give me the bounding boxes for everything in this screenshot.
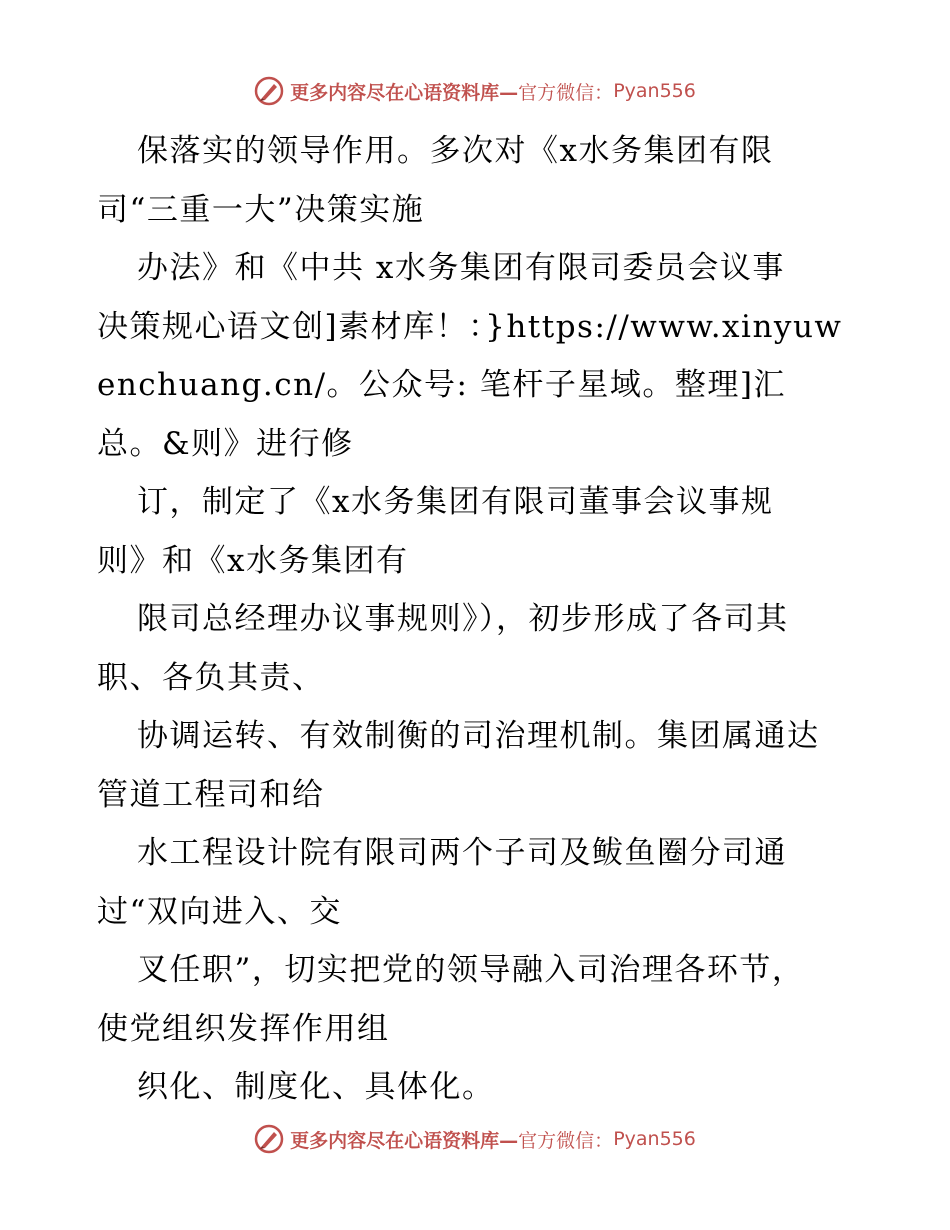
paragraph-line: 司“三重一大”决策实施 <box>97 191 425 228</box>
paragraph-line: 职、各负其责、 <box>97 659 325 696</box>
banner-text: 更多内容尽在心语资料库— <box>290 1129 519 1152</box>
banner-text: 更多内容尽在心语资料库— <box>290 81 519 104</box>
paragraph-line: 办法》和《中共 x水务集团有限司委员会议事 <box>137 250 785 286</box>
banner-wechat-label: 官方微信： <box>518 81 614 104</box>
paragraph-line: 过“双向进入、交 <box>97 893 342 930</box>
banner-wechat-id: Pyan556 <box>613 80 696 102</box>
footer-banner <box>0 1119 950 1159</box>
paragraph-line: 水工程设计院有限司两个子司及鲅鱼圈分司通 <box>137 835 787 871</box>
document-body <box>97 122 897 1117</box>
paragraph-line: 总。&则》进行修 <box>97 425 354 462</box>
pen-logo-icon <box>254 1124 284 1154</box>
paragraph-line: 决策规心语文创]素材库！：}https://www.xinyuw <box>97 308 843 345</box>
paragraph-line: 订，制定了《x水务集团有限司董事会议事规 <box>137 484 774 520</box>
paragraph-line: 保落实的领导作用。多次对《x水务集团有限 <box>137 133 774 169</box>
paragraph-line: 织化、制度化、具体化。 <box>137 1069 495 1105</box>
paragraph-line: 使党组织发挥作用组 <box>97 1010 390 1047</box>
paragraph-line: 则》和《x水务集团有 <box>97 542 409 579</box>
paragraph-line: 限司总经理办议事规则》），初步形成了各司其 <box>137 601 789 637</box>
paragraph-line: 管道工程司和给 <box>97 776 325 813</box>
banner-wechat-id: Pyan556 <box>613 1128 696 1150</box>
paragraph-line: 协调运转、有效制衡的司治理机制。集团属通达 <box>137 718 820 754</box>
paragraph-line: enchuang.cn/。公众号: 笔杆子星域。整理]汇 <box>97 367 786 403</box>
pen-logo-icon <box>254 76 284 106</box>
paragraph-line: 叉任职”，切实把党的领导融入司治理各环节， <box>137 952 805 988</box>
banner-wechat-label: 官方微信： <box>518 1129 614 1152</box>
header-banner <box>0 71 950 111</box>
